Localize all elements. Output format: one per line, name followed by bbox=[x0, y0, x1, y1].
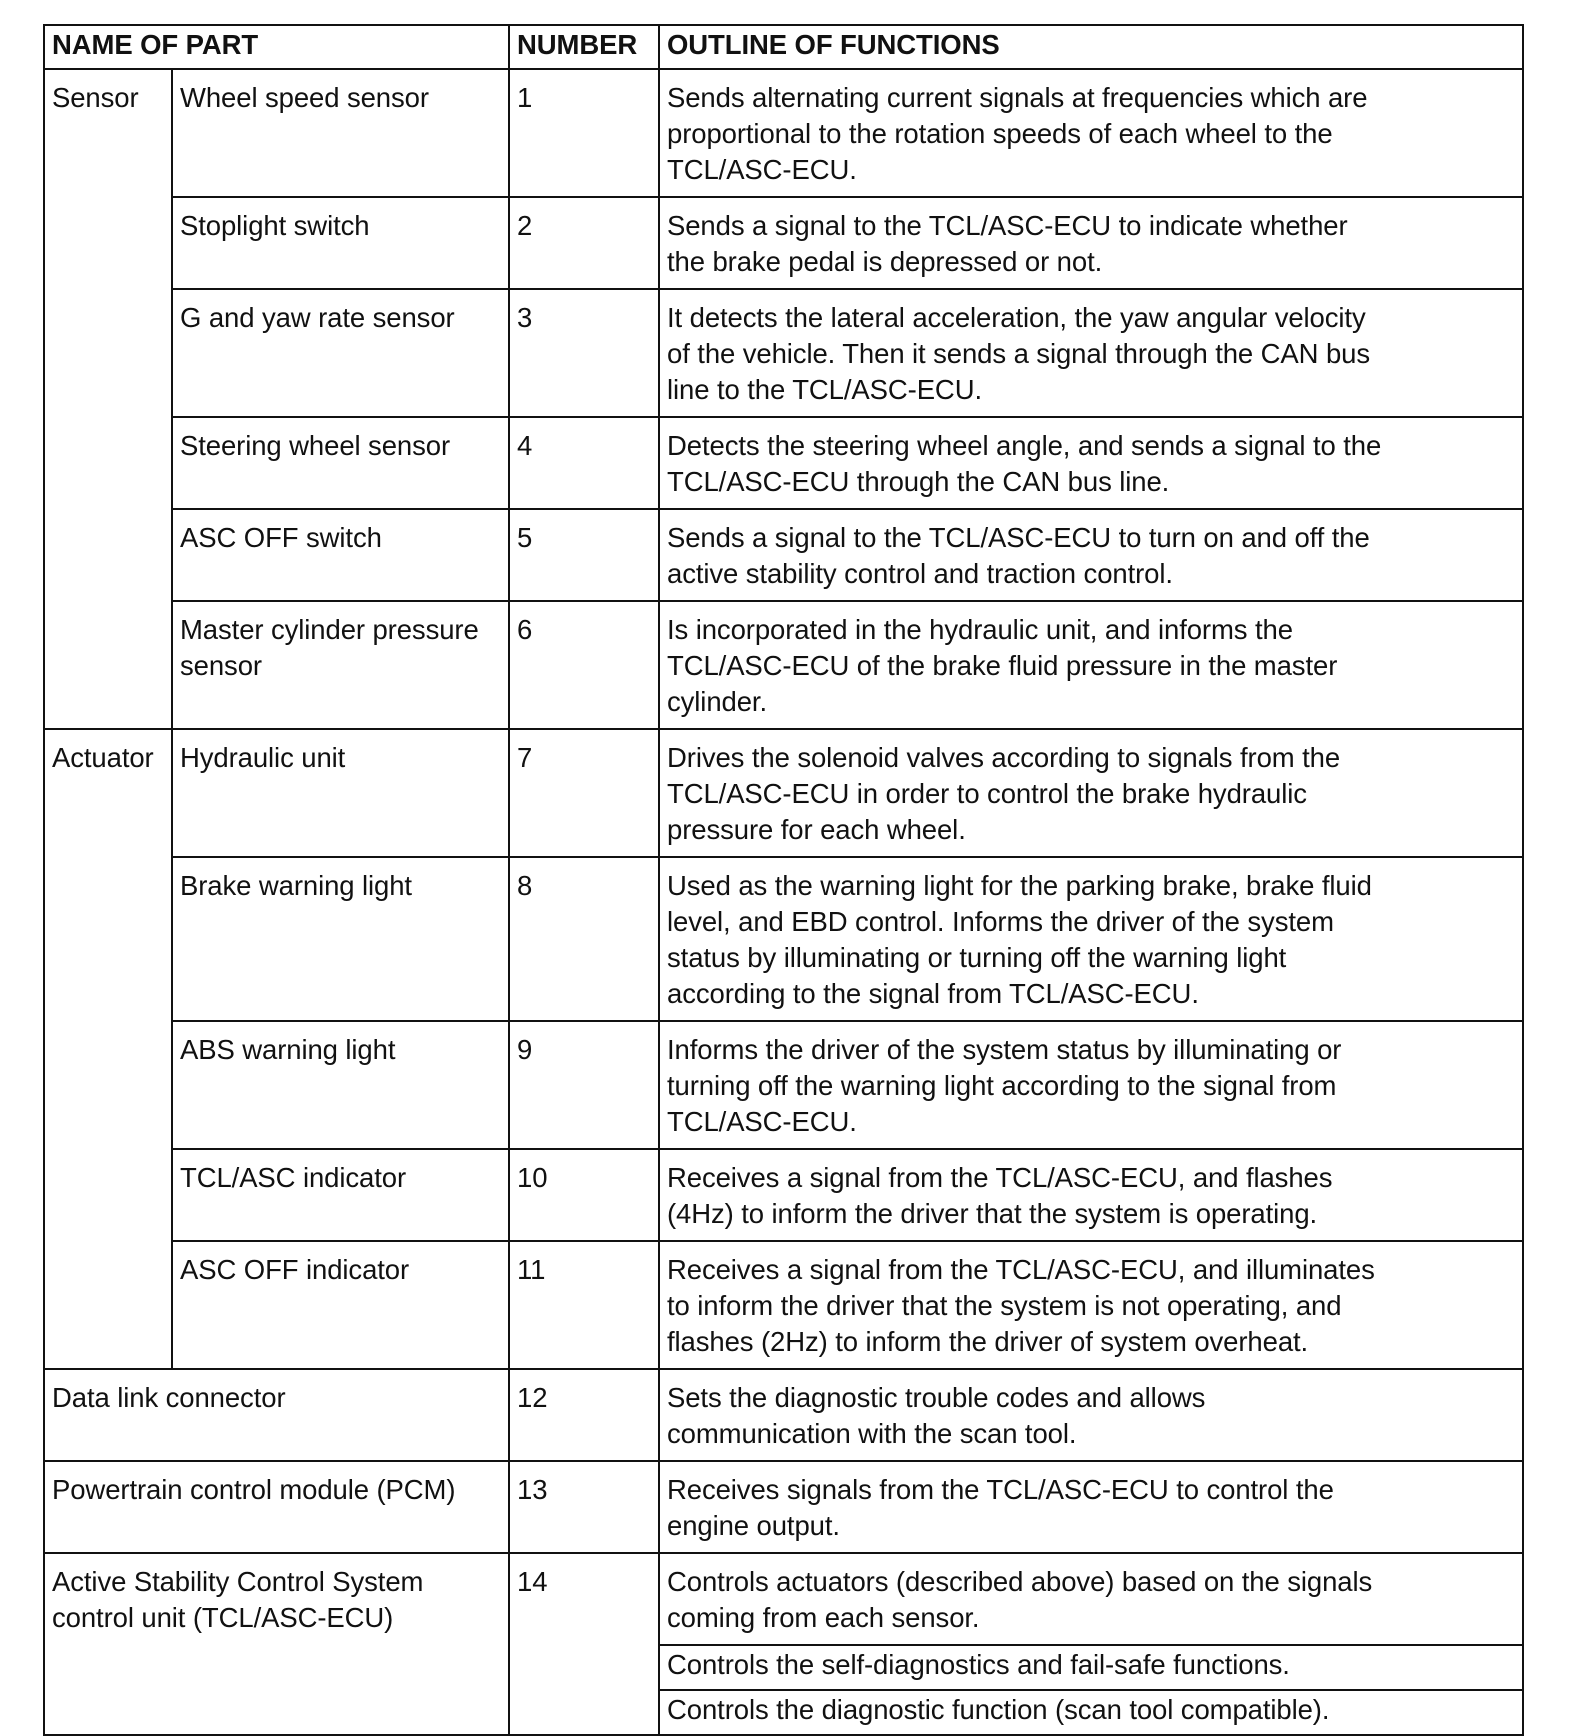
part-number: 1 bbox=[509, 69, 659, 197]
part-name: ABS warning light bbox=[172, 1021, 509, 1149]
part-name: Wheel speed sensor bbox=[172, 69, 509, 197]
part-function: Used as the warning light for the parking brake, brake fluid level, and EBD control. Informs the driver of the system status by illuminating or turning off the warning light according to the signal from TCL/ASC-ECU. bbox=[659, 857, 1523, 1021]
table-row bbox=[44, 69, 1523, 197]
part-number: 2 bbox=[509, 197, 659, 289]
part-number: 7 bbox=[509, 729, 659, 857]
table-row bbox=[44, 857, 1523, 1021]
table-row bbox=[44, 1241, 1523, 1369]
part-name: ASC OFF switch bbox=[172, 509, 509, 601]
part-name: Hydraulic unit bbox=[172, 729, 509, 857]
part-function: Detects the steering wheel angle, and sends a signal to the TCL/ASC-ECU through the CAN bus line. bbox=[659, 417, 1523, 509]
part-name: Steering wheel sensor bbox=[172, 417, 509, 509]
part-function: Sets the diagnostic trouble codes and allows communication with the scan tool. bbox=[659, 1369, 1523, 1461]
table-row bbox=[44, 1553, 1523, 1645]
part-function: Sends alternating current signals at frequencies which are proportional to the rotation speeds of each wheel to the TCL/ASC-ECU. bbox=[659, 69, 1523, 197]
part-number: 4 bbox=[509, 417, 659, 509]
table-row bbox=[44, 1461, 1523, 1553]
part-function: Informs the driver of the system status by illuminating or turning off the warning light according to the signal from TCL/ASC-ECU. bbox=[659, 1021, 1523, 1149]
header-number: NUMBER bbox=[509, 25, 659, 69]
header-outline-of-functions: OUTLINE OF FUNCTIONS bbox=[659, 25, 1523, 69]
part-number: 9 bbox=[509, 1021, 659, 1149]
part-function: Controls actuators (described above) based on the signals coming from each sensor. bbox=[659, 1553, 1523, 1645]
part-function: Controls the self-diagnostics and fail-safe functions. bbox=[659, 1645, 1523, 1690]
part-function: Sends a signal to the TCL/ASC-ECU to turn on and off the active stability control and traction control. bbox=[659, 509, 1523, 601]
part-number: 3 bbox=[509, 289, 659, 417]
table-row bbox=[44, 601, 1523, 729]
table-row bbox=[44, 289, 1523, 417]
group-label-actuator: Actuator bbox=[44, 729, 172, 1369]
part-number: 8 bbox=[509, 857, 659, 1021]
part-name: ASC OFF indicator bbox=[172, 1241, 509, 1369]
part-function: Drives the solenoid valves according to signals from the TCL/ASC-ECU in order to control the brake hydraulic pressure for each wheel. bbox=[659, 729, 1523, 857]
part-number: 5 bbox=[509, 509, 659, 601]
part-function: It detects the lateral acceleration, the yaw angular velocity of the vehicle. Then it sends a signal through the CAN bus line to the TCL/ASC-ECU. bbox=[659, 289, 1523, 417]
part-name: G and yaw rate sensor bbox=[172, 289, 509, 417]
part-number: 14 bbox=[509, 1553, 659, 1735]
part-number: 11 bbox=[509, 1241, 659, 1369]
part-function: Receives a signal from the TCL/ASC-ECU, and flashes (4Hz) to inform the driver that the system is operating. bbox=[659, 1149, 1523, 1241]
table-row bbox=[44, 197, 1523, 289]
part-number: 12 bbox=[509, 1369, 659, 1461]
part-name: Stoplight switch bbox=[172, 197, 509, 289]
table-row bbox=[44, 1149, 1523, 1241]
part-number: 6 bbox=[509, 601, 659, 729]
part-function: Sends a signal to the TCL/ASC-ECU to indicate whether the brake pedal is depressed or not. bbox=[659, 197, 1523, 289]
part-function: Receives a signal from the TCL/ASC-ECU, and illuminates to inform the driver that the system is not operating, and flashes (2Hz) to inform the driver of system overheat. bbox=[659, 1241, 1523, 1369]
part-name: Active Stability Control System control unit (TCL/ASC-ECU) bbox=[44, 1553, 509, 1735]
part-function: Controls the diagnostic function (scan tool compatible). bbox=[659, 1690, 1523, 1735]
part-name: TCL/ASC indicator bbox=[172, 1149, 509, 1241]
group-label-sensor: Sensor bbox=[44, 69, 172, 729]
part-name: Powertrain control module (PCM) bbox=[44, 1461, 509, 1553]
table-row bbox=[44, 1369, 1523, 1461]
table-row bbox=[44, 729, 1523, 857]
part-name: Data link connector bbox=[44, 1369, 509, 1461]
part-name: Master cylinder pressure sensor bbox=[172, 601, 509, 729]
part-number: 10 bbox=[509, 1149, 659, 1241]
header-row bbox=[44, 25, 1523, 69]
part-function: Is incorporated in the hydraulic unit, and informs the TCL/ASC-ECU of the brake fluid pressure in the master cylinder. bbox=[659, 601, 1523, 729]
part-function: Receives signals from the TCL/ASC-ECU to control the engine output. bbox=[659, 1461, 1523, 1553]
table-row bbox=[44, 1021, 1523, 1149]
header-name-of-part: NAME OF PART bbox=[44, 25, 509, 69]
table-row bbox=[44, 509, 1523, 601]
part-number: 13 bbox=[509, 1461, 659, 1553]
part-name: Brake warning light bbox=[172, 857, 509, 1021]
parts-function-table bbox=[43, 24, 1524, 1736]
table-row bbox=[44, 417, 1523, 509]
